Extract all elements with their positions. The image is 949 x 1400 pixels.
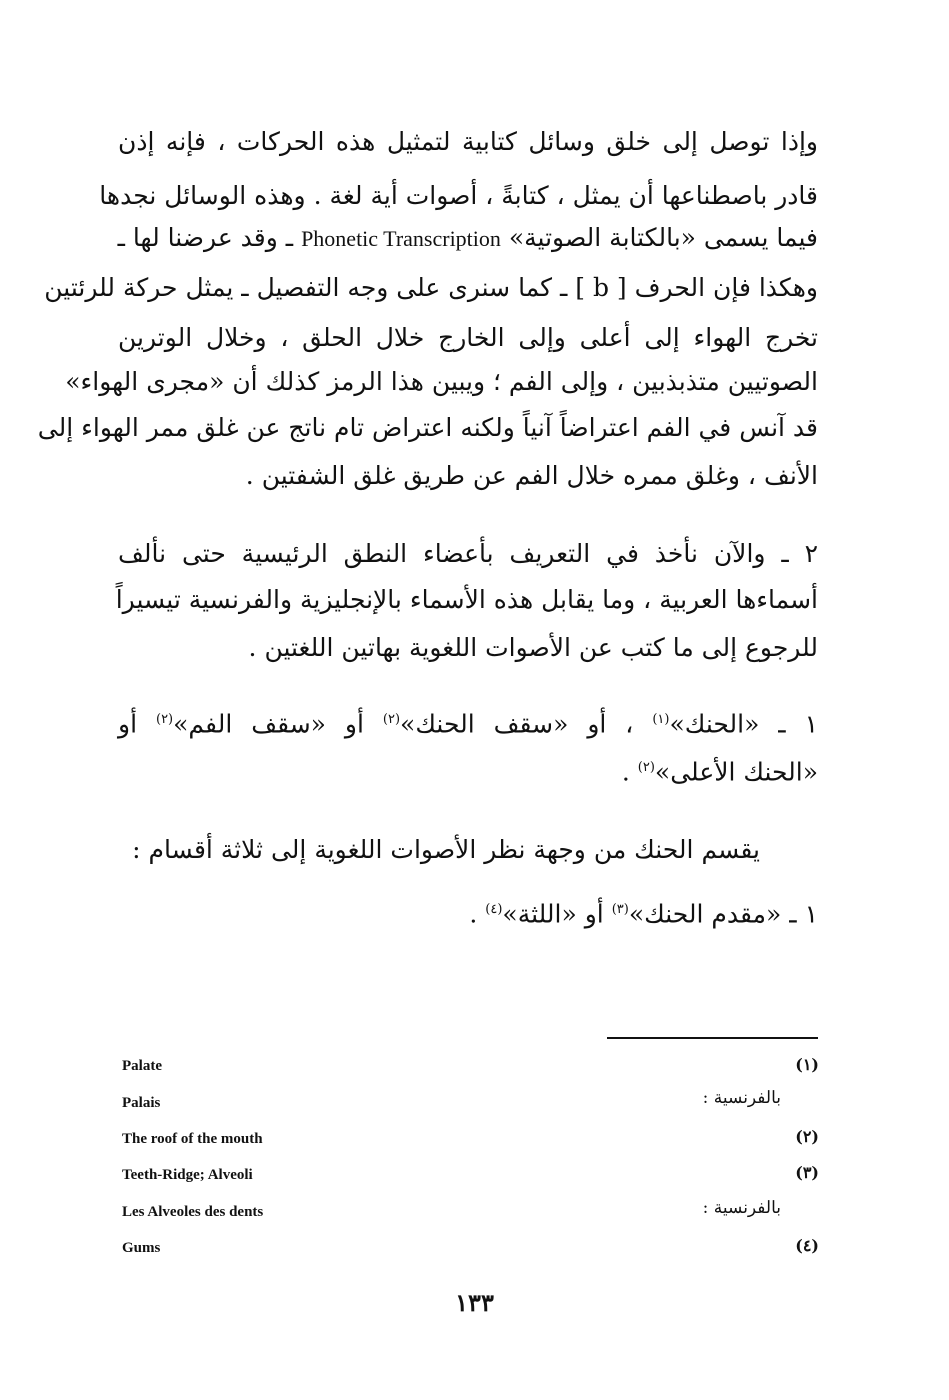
- footnote-ref: (٢): [382, 712, 401, 727]
- sub-item-1: [118, 890, 818, 930]
- paragraph-1-line-7: قد آنس في الفم اعتراضاً آنياً ولكنه اعتراض تام ناتج عن غلق ممر الهواء إلى: [37, 413, 818, 442]
- text-span: ـ وقد عرضنا لها ـ: [117, 223, 294, 252]
- text-span: ١ ـ «مقدم الحنك»: [628, 899, 818, 929]
- text-span: أو «اللثة»: [502, 899, 604, 929]
- footnote-4-english: Gums: [122, 1240, 161, 1256]
- footnote-ref: (٢): [637, 760, 655, 775]
- text-span: .: [469, 899, 478, 929]
- paragraph-1-line-4: وهكذا فإن الحرف [ b ] ـ كما سنرى على وجه التفصيل ـ يمثل حركة للرئتين: [44, 273, 818, 302]
- footnote-ref: (١): [652, 712, 670, 727]
- division-sentence: يقسم الحنك من وجهة نظر الأصوات اللغوية إلى ثلاثة أقسام :: [132, 835, 760, 864]
- footnote-1-english: Palate: [122, 1058, 162, 1074]
- footnote-4-number: (٤): [795, 1236, 819, 1255]
- paragraph-1-line-8: الأنف ، وغلق ممره خلال الفم عن طريق غلق الشفتين .: [245, 461, 818, 490]
- footnote-ref: (٤): [485, 902, 503, 917]
- text-span: ١ ـ «الحنك»: [669, 709, 819, 739]
- paragraph-1-line-1: وإذا توصل إلى خلق وسائل كتابية لتمثيل هذه الحركات ، فإنه إذن: [118, 127, 818, 156]
- text-span: فيما يسمى «بالكتابة الصوتية»: [508, 223, 818, 252]
- text-span: «الحنك الأعلى»: [654, 757, 818, 787]
- paragraph-1-line-3: [118, 218, 818, 258]
- paragraph-1-line-2: قادر باصطناعها أن يمثل ، كتابةً ، أصوات أية لغة . وهذه الوسائل نجدها: [99, 181, 818, 210]
- text-span: .: [621, 757, 630, 787]
- paragraph-1-line-6: الصوتيين متذبذبين ، وإلى الفم ؛ ويبين هذا الرمز كذلك أن «مجرى الهواء»: [65, 367, 818, 396]
- english-term: Phonetic Transcription: [301, 226, 501, 251]
- footnote-2-number: (٢): [795, 1127, 819, 1146]
- text-span: أو: [118, 709, 138, 739]
- footnote-2-english: The roof of the mouth: [122, 1131, 263, 1147]
- text-span: ، أو «سقف الحنك»: [400, 709, 634, 739]
- footnote-1-french: Palais: [122, 1095, 161, 1111]
- paragraph-1-line-5: تخرج الهواء إلى أعلى وإلى الخارج خلال الحلق ، وخلال الوترين: [118, 323, 818, 352]
- footnote-separator: [607, 1037, 818, 1039]
- footnote-ref: (٢): [155, 712, 174, 727]
- footnote-3-number: (٣): [795, 1163, 819, 1182]
- item-1-line-2: [118, 748, 818, 788]
- item-1-line-1: [118, 700, 818, 740]
- footnote-3-english: Teeth-Ridge; Alveoli: [122, 1167, 253, 1183]
- paragraph-2-line-2: أسماءها العربية ، وما يقابل هذه الأسماء بالإنجليزية والفرنسية تيسيراً: [115, 585, 818, 614]
- footnote-3-french-label: بالفرنسية :: [702, 1198, 781, 1218]
- text-span: أو «سقف الفم»: [173, 709, 364, 739]
- paragraph-2-line-1: ٢ ـ والآن نأخذ في التعريف بأعضاء النطق الرئيسية حتى نألف: [118, 539, 818, 568]
- footnote-ref: (٣): [611, 902, 629, 917]
- footnote-1-french-label: بالفرنسية :: [702, 1088, 781, 1108]
- paragraph-2-line-3: للرجوع إلى ما كتب عن الأصوات اللغوية بهاتين اللغتين .: [248, 633, 818, 662]
- footnote-3-french: Les Alveoles des dents: [122, 1204, 264, 1220]
- page-number: ١٣٣: [455, 1288, 494, 1317]
- footnote-1-number: (١): [795, 1055, 819, 1074]
